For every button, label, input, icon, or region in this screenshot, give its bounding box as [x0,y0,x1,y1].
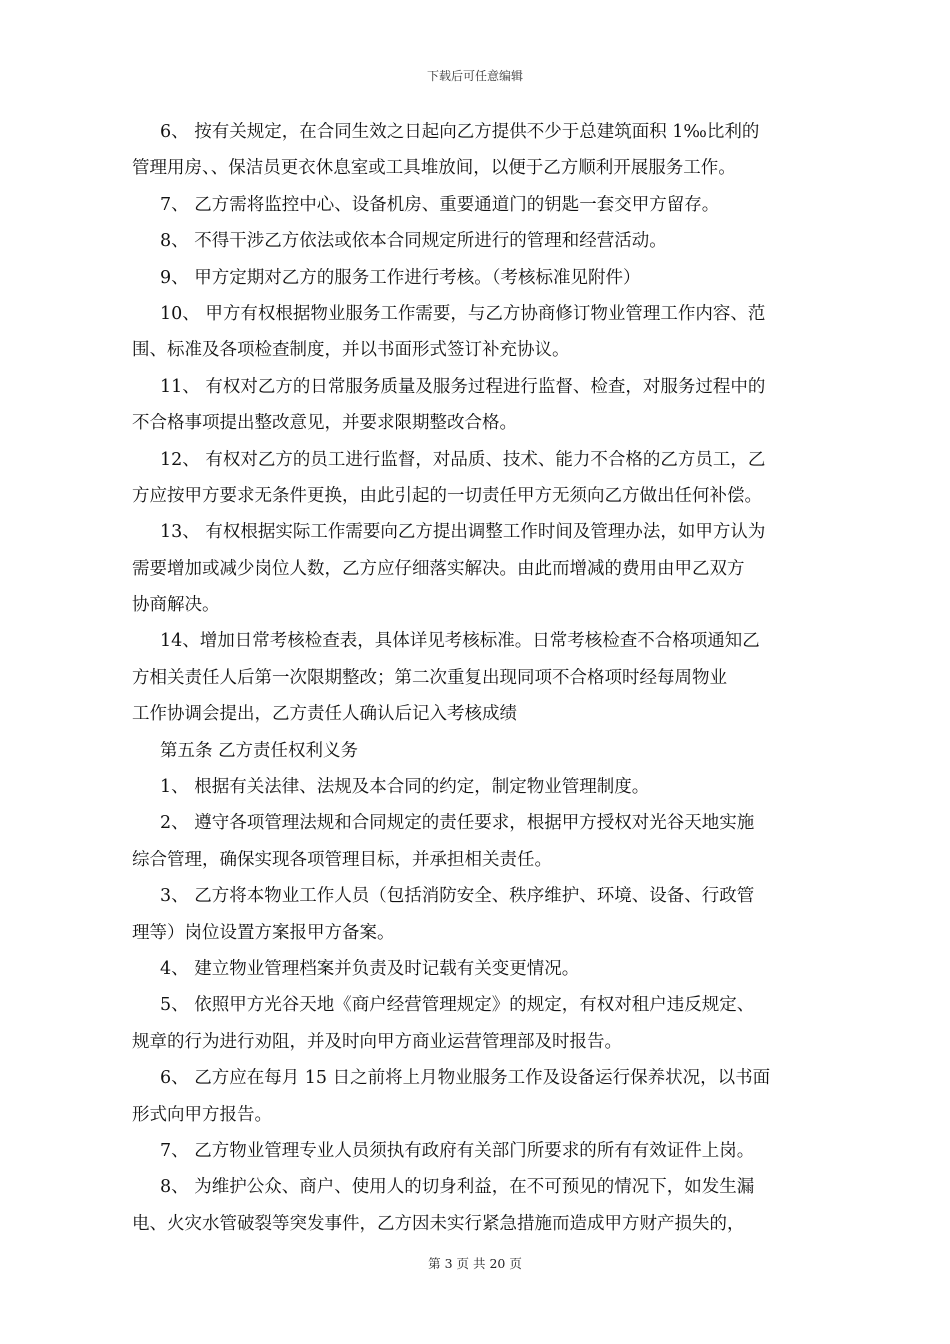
text-line: 1、 根据有关法律、法规及本合同的约定，制定物业管理制度。 [160,777,650,798]
text-line: 6、 按有关规定，在合同生效之日起向乙方提供不少于总建筑面积 1‰比利的 [160,122,760,142]
text-line: 13、 有权根据实际工作需要向乙方提出调整工作时间及管理办法，如甲方认为 [160,522,766,543]
text-line: 4、 建立物业管理档案并负责及时记载有关变更情况。 [160,958,580,979]
text-line: 14、增加日常考核检查表，具体详见考核标准。日常考核检查不合格项通知乙 [160,631,760,652]
text-line: 10、 甲方有权根据物业服务工作需要，与乙方协商修订物业管理工作内容、范 [160,303,766,324]
text-line: 3、 乙方将本物业工作人员（包括消防安全、秩序维护、环境、设备、行政管 [160,886,755,907]
section-heading: 第五条 乙方责任权利义务 [160,740,359,761]
text-line: 5、 依照甲方光谷天地《商户经营管理规定》的规定，有权对租户违反规定、 [160,995,755,1016]
page-header: 下载后可任意编辑 [426,69,523,83]
text-line: 11、 有权对乙方的日常服务质量及服务过程进行监督、检查，对服务过程中的 [160,376,766,397]
text-line: 12、 有权对乙方的员工进行监督，对品质、技术、能力不合格的乙方员工，乙 [160,449,766,470]
text-line: 协商解决。 [132,595,220,616]
text-line: 7、 乙方物业管理专业人员须执有政府有关部门所要求的所有有效证件上岗。 [160,1140,755,1161]
text-line: 方相关责任人后第一次限期整改；第二次重复出现同项不合格项时经每周物业 [132,667,727,688]
text-line: 8、 为维护公众、商户、使用人的切身利益，在不可预见的情况下，如发生漏 [160,1177,755,1198]
text-line: 管理用房、、保洁员更衣休息室或工具堆放间，以便于乙方顺利开展服务工作。 [132,158,736,179]
text-line: 形式向甲方报告。 [132,1104,272,1125]
text-line: 8、 不得干涉乙方依法或依本合同规定所进行的管理和经营活动。 [160,231,667,252]
text-line: 综合管理，确保实现各项管理目标，并承担相关责任。 [132,849,552,870]
text-line: 9、 甲方定期对乙方的服务工作进行考核。（考核标准见附件） [160,267,641,288]
text-line: 理等）岗位设置方案报甲方备案。 [132,922,395,943]
document-body [132,114,832,1242]
text-line: 围、标准及各项检查制度，并以书面形式签订补充协议。 [132,340,570,361]
text-line: 7、 乙方需将监控中心、设备机房、重要通道门的钥匙一套交甲方留存。 [160,194,720,215]
text-line: 需要增加或减少岗位人数，乙方应仔细落实解决。由此而增减的费用由甲乙双方 [132,558,745,579]
text-line: 工作协调会提出，乙方责任人确认后记入考核成绩 [132,704,517,725]
text-line: 规章的行为进行劝阻，并及时向甲方商业运营管理部及时报告。 [132,1031,622,1052]
page-footer: 第 3 页 共 20 页 [428,1256,522,1271]
text-line: 2、 遵守各项管理法规和合同规定的责任要求，根据甲方授权对光谷天地实施 [160,813,755,834]
text-line: 电、火灾水管破裂等突发事件，乙方因未实行紧急措施而造成甲方财产损失的， [132,1213,745,1234]
text-line: 不合格事项提出整改意见，并要求限期整改合格。 [132,413,517,434]
text-line: 方应按甲方要求无条件更换，由此引起的一切责任甲方无须向乙方做出任何补偿。 [132,485,762,506]
text-line: 6、 乙方应在每月 15 日之前将上月物业服务工作及设备运行保养状况，以书面 [160,1068,771,1089]
